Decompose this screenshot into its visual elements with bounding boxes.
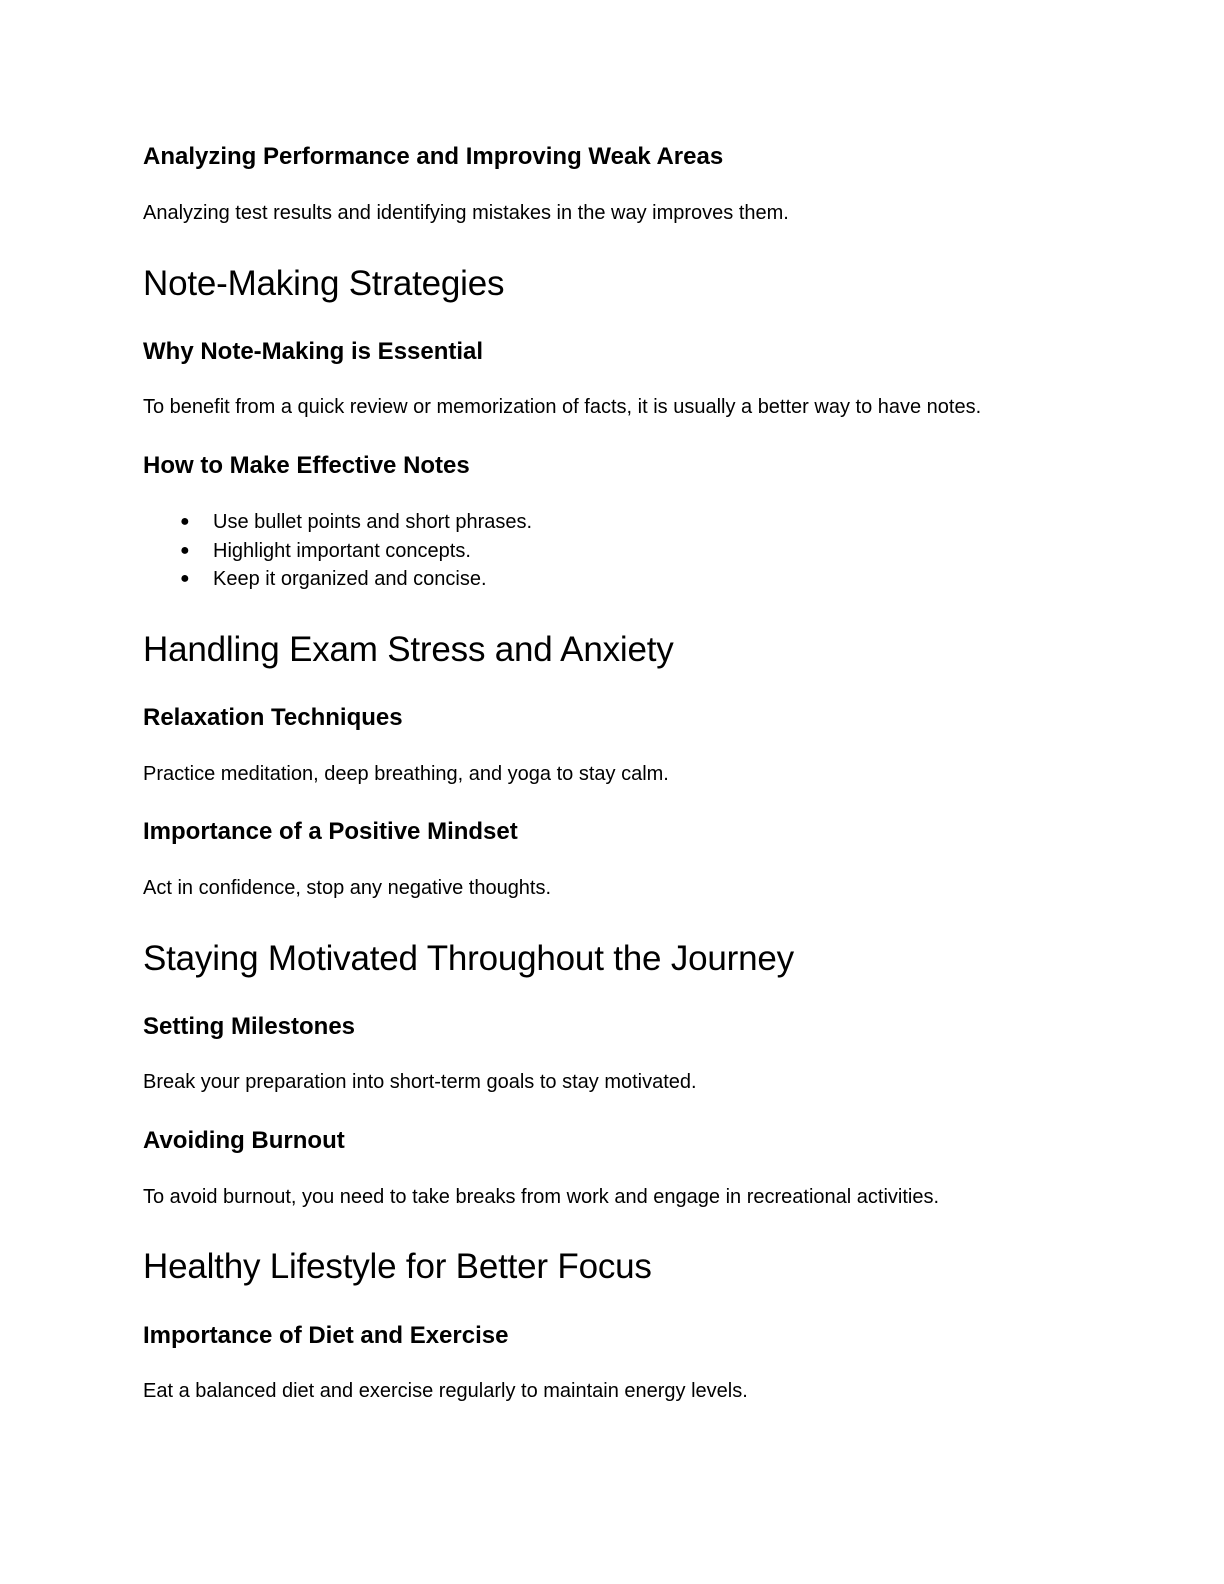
list-item-text: Keep it organized and concise. <box>213 568 487 591</box>
analyzing-heading: Analyzing Performance and Improving Weak Areas <box>143 143 724 170</box>
lifestyle-title: Healthy Lifestyle for Better Focus <box>143 1247 652 1286</box>
note-making-title: Note-Making Strategies <box>143 264 505 303</box>
how-heading: How to Make Effective Notes <box>143 452 470 479</box>
mindset-heading: Importance of a Positive Mindset <box>143 818 518 845</box>
diet-heading: Importance of Diet and Exercise <box>143 1322 509 1349</box>
relaxation-heading: Relaxation Techniques <box>143 704 403 731</box>
analyzing-text: Analyzing test results and identifying mistakes in the way improves them. <box>143 202 789 224</box>
why-heading: Why Note-Making is Essential <box>143 338 484 365</box>
list-item <box>142 508 532 537</box>
bullet-icon: ● <box>180 541 190 559</box>
bullet-icon: ● <box>180 513 190 530</box>
list-item-text: Use bullet points and short phrases. <box>213 511 533 533</box>
list-item <box>142 537 532 566</box>
how-list <box>142 508 532 594</box>
burnout-heading: Avoiding Burnout <box>143 1127 345 1154</box>
burnout-text: To avoid burnout, you need to take breaks from work and engage in recreational activities. <box>143 1186 940 1208</box>
list-item <box>142 565 532 594</box>
diet-text: Eat a balanced diet and exercise regularly to maintain energy levels. <box>143 1380 748 1402</box>
mindset-text: Act in confidence, stop any negative thoughts. <box>143 877 552 899</box>
list-item-text: Highlight important concepts. <box>213 539 471 562</box>
stress-title: Handling Exam Stress and Anxiety <box>143 630 674 669</box>
bullet-icon: ● <box>180 570 190 588</box>
relaxation-text: Practice meditation, deep breathing, and yoga to stay calm. <box>143 763 669 785</box>
why-text: To benefit from a quick review or memorization of facts, it is usually a better way to have notes. <box>143 396 982 418</box>
milestones-text: Break your preparation into short-term goals to stay motivated. <box>143 1071 697 1093</box>
motivated-title: Staying Motivated Throughout the Journey <box>143 939 794 978</box>
milestones-heading: Setting Milestones <box>143 1013 356 1040</box>
